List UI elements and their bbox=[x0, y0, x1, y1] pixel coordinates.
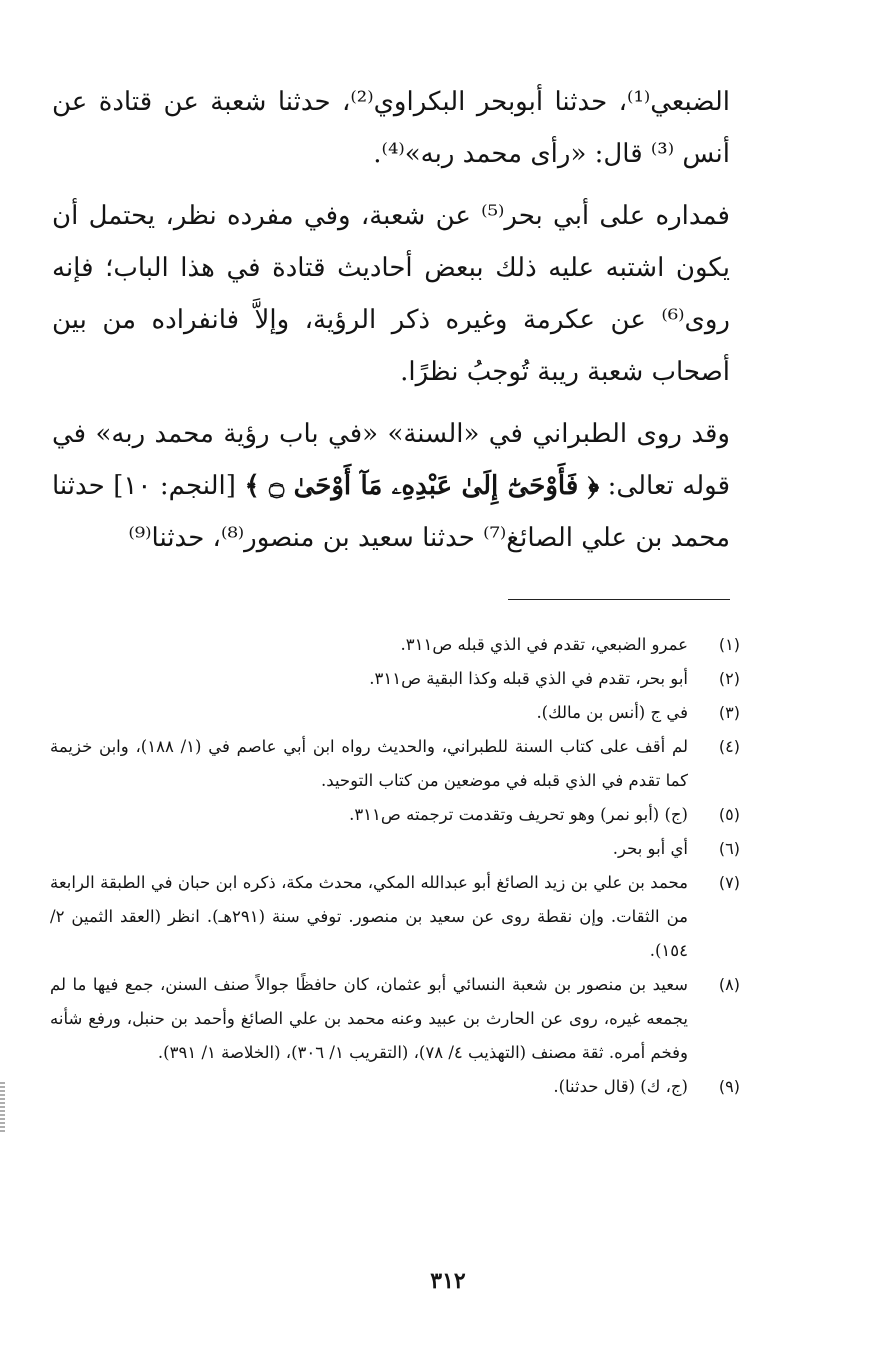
footnote-text: (ج) (أبو نمر) وهو تحريف وتقدمت ترجمته ص٣١١. bbox=[349, 805, 688, 824]
footnotes bbox=[50, 628, 742, 1104]
footnote-number: (٨) bbox=[718, 975, 740, 994]
footnote-number: (١) bbox=[718, 635, 740, 654]
footnote-1 bbox=[50, 628, 742, 662]
footnote-text: أي أبو بحر. bbox=[612, 839, 688, 858]
footnote-number: (٤) bbox=[718, 737, 740, 756]
scan-edge-mark bbox=[0, 1082, 5, 1132]
paragraph-1: الضبعي⁽¹⁾، حدثنا أبوبحر البكراوي⁽²⁾، حدثنا شعبة عن قتادة عن أنس ⁽³⁾ قال: «رأى محمد ربه»⁽⁴⁾. bbox=[52, 87, 731, 169]
footnote-number: (٦) bbox=[718, 839, 740, 858]
paragraph-3-rest: [النجم: ١٠] حدثنا محمد بن علي الصائغ⁽⁷⁾ حدثنا سعيد بن منصور⁽⁸⁾، حدثنا⁽⁹⁾ bbox=[52, 471, 730, 553]
footnote-text: محمد بن علي بن زيد الصائغ أبو عبدالله المكي، محدث مكة، ذكره ابن حبان في الطبقة الرابعة من الثقات. وإن نقطة روى عن سعيد بن منصور. توفي سنة (٢٩١هـ). انظر (العقد الثمين ٢/ ١٥٤). bbox=[50, 873, 688, 960]
footnote-number: (٣) bbox=[718, 703, 740, 722]
footnote-separator bbox=[508, 599, 730, 600]
footnote-8 bbox=[50, 968, 742, 1070]
footnote-7 bbox=[50, 866, 742, 968]
paragraph-3 bbox=[52, 408, 730, 564]
main-text bbox=[52, 76, 730, 564]
paragraph-3-intro: وقد روى الطبراني في «السنة» «في باب رؤية محمد ربه» في قوله تعالى: bbox=[52, 419, 730, 501]
footnote-text: أبو بحر، تقدم في الذي قبله وكذا البقية ص٣١١. bbox=[369, 669, 688, 688]
footnote-text: عمرو الضبعي، تقدم في الذي قبله ص٣١١. bbox=[400, 635, 688, 654]
paragraph-2: فمداره على أبي بحر⁽⁵⁾ عن شعبة، وفي مفرده نظر، يحتمل أن يكون اشتبه عليه ذلك ببعض أحاديث قتادة في هذا الباب؛ فإنه روى⁽⁶⁾ عن عكرمة وغيره ذكر الرؤية، وإلاَّ فانفراده من بين أصحاب شعبة ريبة تُوجبُ نظرًا. bbox=[52, 201, 730, 387]
page-number: ٣١٢ bbox=[430, 1268, 466, 1294]
footnote-5 bbox=[50, 798, 742, 832]
footnote-number: (٢) bbox=[718, 669, 740, 688]
footnote-number: (٧) bbox=[718, 873, 740, 892]
footnote-6 bbox=[50, 832, 742, 866]
footnote-number: (٩) bbox=[718, 1077, 740, 1096]
footnote-2 bbox=[50, 662, 742, 696]
footnote-9 bbox=[50, 1070, 742, 1104]
footnote-number: (٥) bbox=[718, 805, 740, 824]
footnote-text: لم أقف على كتاب السنة للطبراني، والحديث رواه ابن أبي عاصم في (١/ ١٨٨)، وابن خزيمة كما تقدم في الذي قبله في موضعين من كتاب التوحيد. bbox=[50, 737, 688, 790]
footnote-text: (ج، ك) (قال حدثنا). bbox=[553, 1077, 688, 1096]
footnote-text: سعيد بن منصور بن شعبة النسائي أبو عثمان، كان حافظًا جوالاً صنف السنن، جمع فيها ما لم يجمعه غيره، روى عن الحارث بن عبيد وعنه محمد بن علي الصائغ وأحمد بن حنبل، ورفع شأنه وفخم أمره. ثقة مصنف (التهذيب ٤/ ٧٨)، (التقريب ١/ ٣٠٦)، (الخلاصة ١/ ٣٩١). bbox=[50, 975, 688, 1062]
footnote-4 bbox=[50, 730, 742, 798]
footnote-text: في ج (أنس بن مالك). bbox=[536, 703, 688, 722]
footnote-3 bbox=[50, 696, 742, 730]
quran-verse: ﴿ فَأَوْحَىٰٓ إِلَىٰ عَبْدِهِۦ مَآ أَوْحَىٰ ۝ ﴾ bbox=[244, 471, 600, 501]
